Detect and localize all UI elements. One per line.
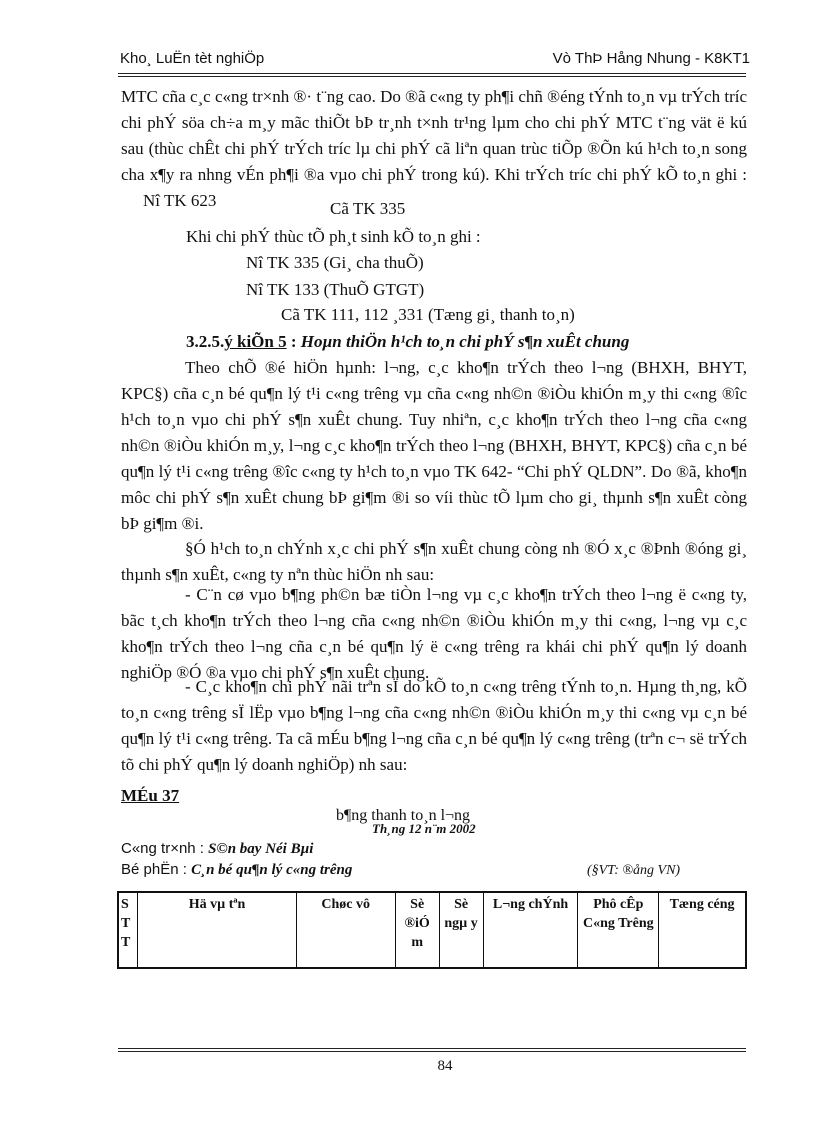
paragraph-5: - C¸c kho¶n chi phÝ nãi trªn sÏ do kÕ to¸n c«ng trêng tÝnh to¸n. Hµng th¸ng, kÕ to¸n c«ng trêng sÏ lËp vµo b¶ng l¬ng cña c«ng nh©n ®iÒu khiÓn m¸y thi c«ng vµ c¸n bé qu¶n lý t¹i c«ng trêng. Ta cã mÉu b¶ng l¬ng cña c¸n bé qu¶n lý c«ng trêng (trªn c¬ së trÝch tõ chi phÝ qu¶n lý doanh nghiÖp) nh sau: xyxy=(121,677,747,774)
section-label: ý kiÕn 5 xyxy=(224,332,287,351)
form-unit: (§VT: ®ång VN) xyxy=(587,863,681,878)
form-site xyxy=(121,838,313,860)
site-label: C«ng tr×nh : xyxy=(121,840,209,857)
paragraph-1-tail: Nî TK 623 xyxy=(143,191,217,210)
footer-rule xyxy=(118,1048,746,1049)
dept-value: C¸n bé qu¶n lý c«ng trêng xyxy=(191,862,353,878)
form-label: MÉu 37 xyxy=(121,786,180,805)
col-site-allowance: Phô cÊp C«ng Trêng xyxy=(578,892,659,968)
header-left: Kho¸ LuËn tèt nghiÖp xyxy=(120,50,265,67)
section-title: Hoµn thiÖn h¹ch to¸n chi phÝ s¶n xuÊt chung xyxy=(300,332,630,351)
table-header-row xyxy=(118,892,746,968)
entry-no-335: Nî TK 335 (Gi¸ cha thuÕ) xyxy=(246,253,424,272)
form-dept xyxy=(121,859,352,881)
col-total: Tæng céng xyxy=(659,892,746,968)
col-days: Sè ngµ y xyxy=(439,892,483,968)
header-right: Vò ThÞ Hång Nhung - K8KT1 xyxy=(552,50,750,67)
col-main-salary: L¬ng chÝnh xyxy=(483,892,578,968)
site-value: S©n bay Néi Bµi xyxy=(208,841,314,857)
entry-khi-phat-sinh: Khi chi phÝ thùc tÕ ph¸t sinh kÕ to¸n ghi : xyxy=(186,227,481,246)
paragraph-2: Theo chÕ ®é hiÖn hµnh: l¬ng, c¸c kho¶n trÝch theo l¬ng (BHXH, BHYT, KPC§) cña c¸n bé qu¶n lý t¹i c«ng trêng vµ cña c«ng nh©n ®iÒu khiÓn m¸y thi c«ng ®îc h¹ch to¸n vµo chi phÝ s¶n xuÊt chung. Tuy nhiªn, c¸c kho¶n trÝch theo l¬ng cña c«ng nh©n ®iÒu khiÓn m¸y, l¬ng c¸c kho¶n trÝch theo l¬ng (BHXH, BHYT, KPC§) cña c¸n bé qu¶n lý t¹i c«ng trêng ®îc c«ng ty h¹ch to¸n vµo TK 642- “Chi phÝ QLDN”. Do ®ã, kho¶n môc chi phÝ s¶n xuÊt chung bÞ gi¶m ®i so víi thùc tÕ lµm cho gi¸ thµnh s¶n xuÊt còng bÞ gi¶m ®i. xyxy=(121,358,747,533)
header-rule xyxy=(118,73,746,74)
section-number: 3.2.5. xyxy=(186,332,225,351)
entry-co-111: Cã TK 111, 112 ¸331 (Tæng gi¸ thanh to¸n) xyxy=(281,305,575,324)
paragraph-3: §Ó h¹ch to¸n chÝnh x¸c chi phÝ s¶n xuÊt chung còng nh ®Ó x¸c ®Þnh ®óng gi¸ thµnh s¶n xuÊt, c«ng ty nªn thùc hiÖn nh sau: xyxy=(121,539,747,584)
header-rule-2 xyxy=(118,76,746,77)
footer-rule-2 xyxy=(118,1051,746,1052)
col-points: Sè ®iÓ m xyxy=(395,892,439,968)
section-heading xyxy=(186,329,629,355)
col-position: Chøc vô xyxy=(296,892,395,968)
form-title: b¶ng thanh to¸n l¬ng xyxy=(336,807,471,824)
entry-co-335: Cã TK 335 xyxy=(330,199,406,218)
dept-label: Bé phËn : xyxy=(121,861,192,878)
page-number: 84 xyxy=(437,1058,453,1074)
paragraph-4: - C¨n cø vµo b¶ng ph©n bæ tiÒn l¬ng vµ c¸c kho¶n trÝch theo l¬ng ë c«ng ty, bãc t¸ch kho¶n trÝch theo l¬ng cña c«ng nh©n ®iÒu khiÓn m¸y thi c«ng, l¬ng vµ c¸c kho¶n trÝch theo l¬ng cña c¸n bé qu¶n lý ë c«ng trêng ra khái chi phÝ qu¶n lý doanh nghiÖp ®Ó ®a vµo chi phÝ s¶n xuÊt chung. xyxy=(121,585,747,682)
col-stt: S T T xyxy=(118,892,138,968)
section-colon: : xyxy=(286,332,301,351)
form-subtitle: Th¸ng 12 n¨m 2002 xyxy=(372,821,476,836)
col-name: Hä vµ tªn xyxy=(138,892,296,968)
salary-table xyxy=(117,891,747,969)
entry-no-133: Nî TK 133 (ThuÕ GTGT) xyxy=(246,280,425,299)
paragraph-1-text: MTC cña c¸c c«ng tr×nh ®· t¨ng cao. Do ®ã c«ng ty ph¶i chñ ®éng tÝnh to¸n vµ trÝch tríc chi phÝ söa ch÷a m¸y mãc thiÕt bÞ tr¸nh t×nh tr¹ng lµm cho chi phÝ MTC t¨ng vät ë kú sau (thùc chÊt chi phÝ trÝch tríc lµ chi phÝ cã liªn quan trùc tiÕp ®Õn kú h¹ch to¸n song cha x¶y ra nhng vÉn ph¶i ®a vµo chi phÝ trong kú). Khi trÝch tríc chi phÝ kÕ to¸n ghi : xyxy=(121,87,747,184)
paragraph-1 xyxy=(121,84,747,214)
